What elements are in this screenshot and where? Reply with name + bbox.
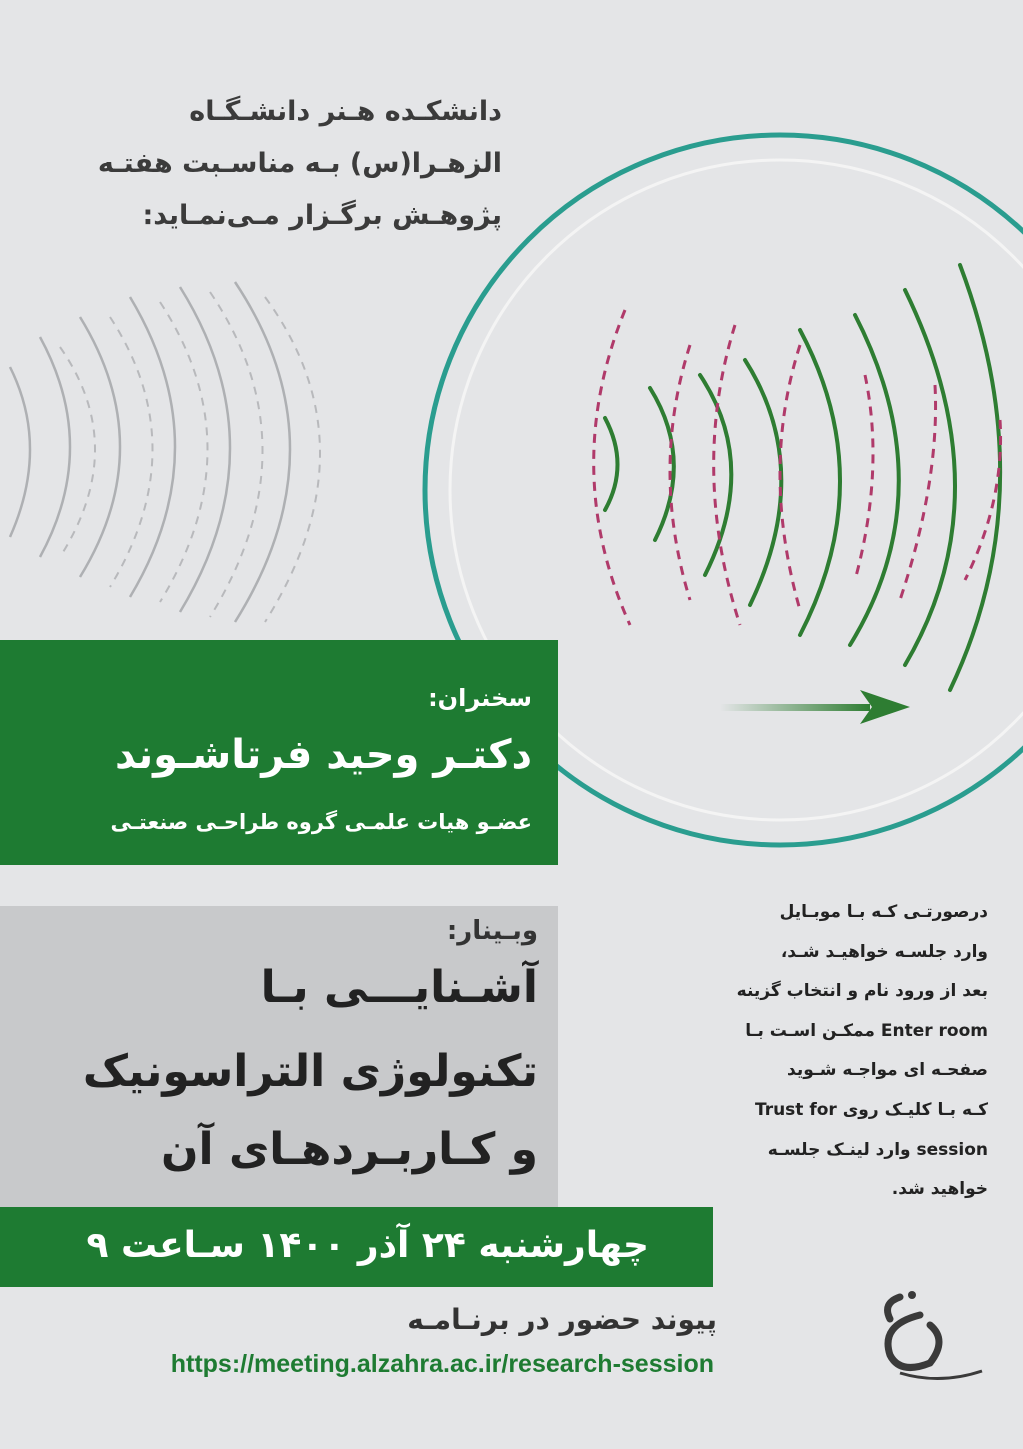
intro-line: پژوهـش برگـزار مـی‌نمـاید: bbox=[142, 200, 502, 231]
webinar-title-line: تکنولوژی التراسونیک bbox=[82, 1046, 538, 1097]
webinar-title-line: و کـاربـردهـای آن bbox=[160, 1124, 538, 1175]
webinar-title-line: آشـنایـــی بـا bbox=[260, 962, 538, 1013]
instruction-line: کـه بـا کلیـک روی Trust for bbox=[754, 1099, 988, 1120]
instruction-line: بعد از ورود نام و انتخاب گزینه bbox=[736, 981, 988, 1002]
speaker-panel bbox=[0, 640, 558, 865]
date-banner bbox=[0, 1207, 713, 1287]
webinar-label: وبـینار: bbox=[446, 916, 538, 946]
meeting-link[interactable]: https://meeting.alzahra.ac.ir/research-session bbox=[170, 1350, 714, 1378]
intro-line: الزهـرا(س) بـه مناسـبت هفتـه bbox=[97, 148, 502, 179]
event-date-time: چهارشنبه ۲۴ آذر ۱۴۰۰ سـاعت ۹ bbox=[86, 1225, 649, 1266]
link-label: پیوند حضور در برنـامـه bbox=[407, 1303, 717, 1336]
speaker-label: سخنران: bbox=[428, 684, 532, 712]
instruction-line: درصورتـی کـه بـا موبـایل bbox=[779, 902, 988, 922]
instruction-line: خواهید شد. bbox=[891, 1179, 988, 1200]
instruction-line: صفحـه ای مواجـه شـوید bbox=[787, 1060, 988, 1081]
instruction-line: session وارد لینـک جلسـه bbox=[767, 1139, 988, 1160]
instruction-line: Enter room ممکـن اسـت بـا bbox=[745, 1020, 988, 1041]
instruction-line: وارد جلسـه خواهیـد شـد، bbox=[780, 941, 988, 962]
intro-line: دانشکـده هـنر دانشـگـاه bbox=[189, 96, 502, 127]
arrow-shaft bbox=[720, 704, 870, 711]
webinar-panel bbox=[0, 906, 558, 1208]
intro-text bbox=[70, 86, 502, 242]
alzahra-university-logo-icon bbox=[860, 1285, 990, 1395]
speaker-role: عضـو هیات علمـی گروه طراحـی صنعتـی bbox=[110, 810, 532, 834]
speaker-name: دکتـر وحید فرتاشـوند bbox=[115, 732, 532, 778]
mobile-instructions bbox=[706, 893, 988, 1210]
